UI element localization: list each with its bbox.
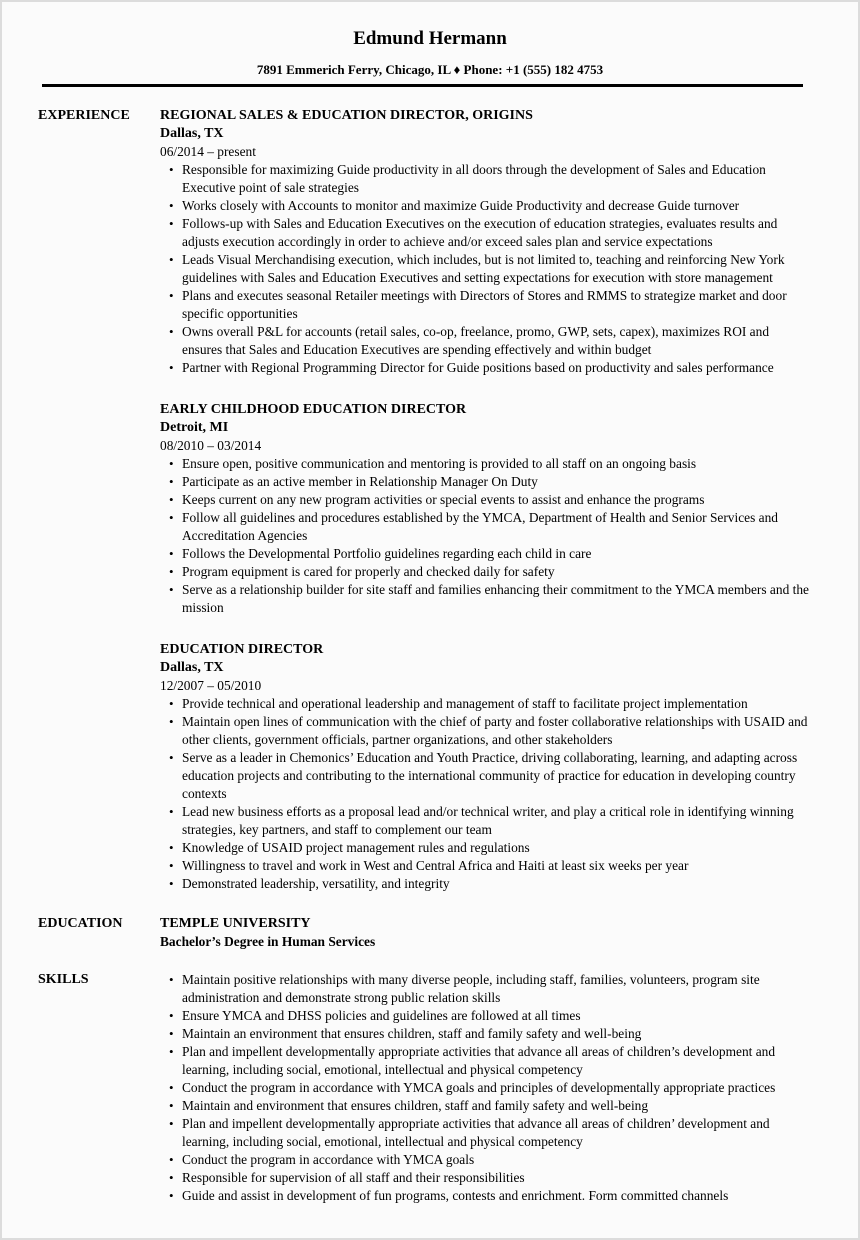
bullet-item: • Plan and impellent developmentally appropriate activities that advance all areas of children’ development and learning, including social, emotional, intellectual and physical competency: [182, 1115, 810, 1151]
bullet-item: • Follows the Developmental Portfolio guidelines regarding each child in care: [182, 545, 810, 563]
bullet-item: • Maintain and environment that ensures children, staff and family safety and well-being: [182, 1097, 810, 1115]
bullet-item: • Conduct the program in accordance with YMCA goals and principles of developmentally appropriate practices: [182, 1079, 810, 1097]
job-bullet-list: [160, 695, 810, 893]
bullet-item: • Partner with Regional Programming Director for Guide positions based on productivity and sales performance: [182, 359, 810, 377]
job-dates: 06/2014 – present: [160, 144, 256, 159]
job-title: EDUCATION DIRECTOR: [160, 642, 324, 657]
job-title: EARLY CHILDHOOD EDUCATION DIRECTOR: [160, 402, 467, 417]
education-content: [160, 915, 858, 951]
bullet-item: • Follows-up with Sales and Education Executives on the execution of education strategies, evaluates results and adjusts execution accordingly in order to achieve and/or exceed sales plan and service expectations: [182, 215, 810, 251]
bullet-item: • Program equipment is cared for properly and checked daily for safety: [182, 563, 810, 581]
school-name: TEMPLE UNIVERSITY: [160, 916, 311, 931]
skills-content: [160, 971, 858, 1205]
bullet-item: • Leads Visual Merchandising execution, which includes, but is not limited to, teaching and reinforcing New York guidelines with Sales and Education Executives and setting expectations for execution with store management: [182, 251, 810, 287]
bullet-item: • Knowledge of USAID project management rules and regulations: [182, 839, 810, 857]
bullet-item: • Plans and executes seasonal Retailer meetings with Directors of Stores and RMMS to strategize market and door specific opportunities: [182, 287, 810, 323]
bullet-item: • Maintain positive relationships with many diverse people, including staff, families, volunteers, program site administration and demonstrate strong public relation skills: [182, 971, 810, 1007]
job-dates: 12/2007 – 05/2010: [160, 678, 262, 693]
job-dates: 08/2010 – 03/2014: [160, 438, 262, 453]
section-label-skills: SKILLS: [38, 972, 89, 987]
bullet-item: • Serve as a relationship builder for site staff and families enhancing their commitment to the YMCA members and the mission: [182, 581, 810, 617]
section-label-education: EDUCATION: [38, 916, 123, 931]
section-skills: [2, 971, 858, 1205]
job-bullet-list: [160, 161, 810, 377]
bullet-item: • Keeps current on any new program activities or special events to assist and enhance the programs: [182, 491, 810, 509]
degree-name: Bachelor’s Degree in Human Services: [160, 934, 376, 949]
experience-content: [160, 107, 858, 893]
bullet-item: • Works closely with Accounts to monitor and maximize Guide Productivity and decrease Guide turnover: [182, 197, 810, 215]
job-title: REGIONAL SALES & EDUCATION DIRECTOR, ORIGINS: [160, 108, 533, 123]
resume-body: [2, 87, 858, 1205]
bullet-item: • Responsible for maximizing Guide productivity in all doors through the development of Sales and Education Executive point of sale strategies: [182, 161, 810, 197]
bullet-item: • Willingness to travel and work in West and Central Africa and Haiti at least six weeks per year: [182, 857, 810, 875]
bullet-item: • Maintain an environment that ensures children, staff and family safety and well-being: [182, 1025, 810, 1043]
skills-bullet-list: [160, 971, 810, 1205]
bullet-item: • Provide technical and operational leadership and management of staff to facilitate project implementation: [182, 695, 810, 713]
job-entry-education-director: [160, 641, 810, 893]
bullet-item: • Guide and assist in development of fun programs, contests and enrichment. Form committed channels: [182, 1187, 810, 1205]
job-entry-regional-sales-education-director: [160, 107, 810, 377]
job-entry-early-childhood-education-director: [160, 401, 810, 617]
bullet-item: • Conduct the program in accordance with YMCA goals: [182, 1151, 810, 1169]
bullet-item: • Follow all guidelines and procedures established by the YMCA, Department of Health and Senior Services and Accreditation Agencies: [182, 509, 810, 545]
bullet-item: • Serve as a leader in Chemonics’ Education and Youth Practice, driving collaborating, learning, and adapting across education projects and contributing to the international community of practice for education in developing country contexts: [182, 749, 810, 803]
bullet-item: • Lead new business efforts as a proposal lead and/or technical writer, and play a critical role in identifying winning strategies, key partners, and staff to complement our team: [182, 803, 810, 839]
section-experience: [2, 107, 858, 893]
section-label-experience: EXPERIENCE: [38, 108, 130, 123]
job-location: Detroit, MI: [160, 420, 229, 435]
bullet-item: • Plan and impellent developmentally appropriate activities that advance all areas of children’s development and learning, including social, emotional, intellectual and physical competency: [182, 1043, 810, 1079]
bullet-item: • Owns overall P&L for accounts (retail sales, co-op, freelance, promo, GWP, sets, capex), maximizes ROI and ensures that Sales and Education Executives are spending effectively and within budget: [182, 323, 810, 359]
bullet-item: • Maintain open lines of communication with the chief of party and foster collaborative relationships with USAID and other clients, government officials, partner organizations, and other stakeholders: [182, 713, 810, 749]
job-location: Dallas, TX: [160, 660, 224, 675]
section-education: [2, 915, 858, 951]
bullet-item: • Participate as an active member in Relationship Manager On Duty: [182, 473, 810, 491]
bullet-item: • Ensure YMCA and DHSS policies and guidelines are followed at all times: [182, 1007, 810, 1025]
bullet-item: • Demonstrated leadership, versatility, and integrity: [182, 875, 810, 893]
contact-line: 7891 Emmerich Ferry, Chicago, IL ♦ Phone: +1 (555) 182 4753: [256, 62, 604, 77]
bullet-item: • Responsible for supervision of all staff and their responsibilities: [182, 1169, 810, 1187]
person-name: Edmund Hermann: [353, 28, 507, 49]
job-location: Dallas, TX: [160, 126, 224, 141]
resume-header: [2, 28, 858, 87]
bullet-item: • Ensure open, positive communication and mentoring is provided to all staff on an ongoing basis: [182, 455, 810, 473]
job-bullet-list: [160, 455, 810, 617]
